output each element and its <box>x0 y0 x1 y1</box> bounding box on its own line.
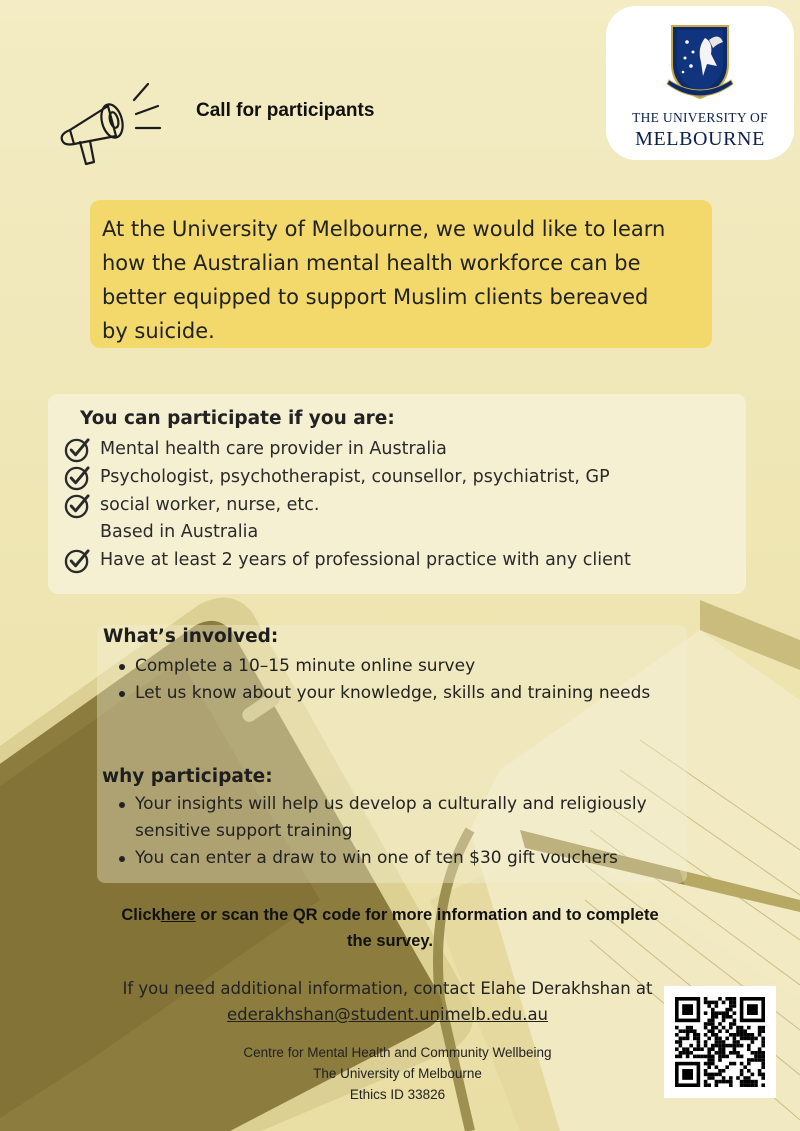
ethics-id: Ethics ID 33826 <box>349 1087 446 1102</box>
university-name: The University of Melbourne <box>313 1066 482 1081</box>
list-item: Let us know about your knowledge, skills and training needs <box>117 680 657 707</box>
intro-line: better equipped to support Muslim clients bereaved <box>102 285 649 309</box>
eligibility-item-text: Mental health care provider in Australia <box>100 439 447 459</box>
check-circle-icon <box>64 547 91 574</box>
eligibility-item-text: Based in Australia <box>100 522 259 542</box>
cta-text <box>110 902 670 954</box>
eligibility-item-text: Have at least 2 years of professional practice with any client <box>100 550 631 570</box>
eligibility-item <box>64 491 319 519</box>
intro-line: At the University of Melbourne, we would like to learn <box>102 217 666 241</box>
eligibility-item-text: Psychologist, psychotherapist, counsellor, psychiatrist, GP <box>100 467 610 487</box>
whats-involved-list <box>117 653 657 707</box>
eligibility-item <box>64 518 258 546</box>
footer-info <box>160 1042 635 1105</box>
why-participate-heading: why participate: <box>102 766 273 787</box>
check-circle-icon <box>64 436 91 463</box>
eligibility-item <box>64 546 631 574</box>
university-crest-icon <box>657 18 743 104</box>
list-item: Complete a 10–15 minute online survey <box>117 653 657 680</box>
eligibility-item <box>64 463 610 491</box>
survey-link[interactable]: here <box>160 906 196 924</box>
cta-prefix: Click <box>121 906 161 924</box>
list-item: Your insights will help us develop a culturally and religiously sensitive support training <box>117 791 697 845</box>
logo-text-line2: MELBOURNE <box>635 128 765 150</box>
contact-prefix: If you need additional information, contact Elahe Derakhshan at <box>122 979 653 998</box>
intro-line: how the Australian mental health workforce can be <box>102 251 641 275</box>
list-item: You can enter a draw to win one of ten $30 gift vouchers <box>117 845 697 872</box>
why-participate-list <box>117 791 697 872</box>
whats-involved-heading: What’s involved: <box>103 626 279 647</box>
eligibility-item <box>64 435 447 463</box>
logo-text-line1: THE UNIVERSITY OF <box>632 110 768 125</box>
eligibility-heading: You can participate if you are: <box>80 408 395 429</box>
intro-box <box>90 200 712 348</box>
qr-code-icon <box>664 986 776 1098</box>
qr-code[interactable] <box>664 986 776 1098</box>
intro-line: by suicide. <box>102 319 215 343</box>
contact-email-link[interactable]: ederakhshan@student.unimelb.edu.au <box>226 1005 549 1024</box>
call-for-participants-title: Call for participants <box>196 100 375 121</box>
centre-name: Centre for Mental Health and Community Wellbeing <box>243 1045 552 1060</box>
megaphone-icon <box>52 78 172 178</box>
cta-suffix: or scan the QR code for more information and to complete the survey. <box>195 906 659 950</box>
eligibility-item-text: social worker, nurse, etc. <box>100 495 320 515</box>
check-circle-icon <box>64 492 91 519</box>
check-circle-icon <box>64 464 91 491</box>
contact-text <box>120 976 655 1028</box>
university-logo <box>606 6 794 160</box>
